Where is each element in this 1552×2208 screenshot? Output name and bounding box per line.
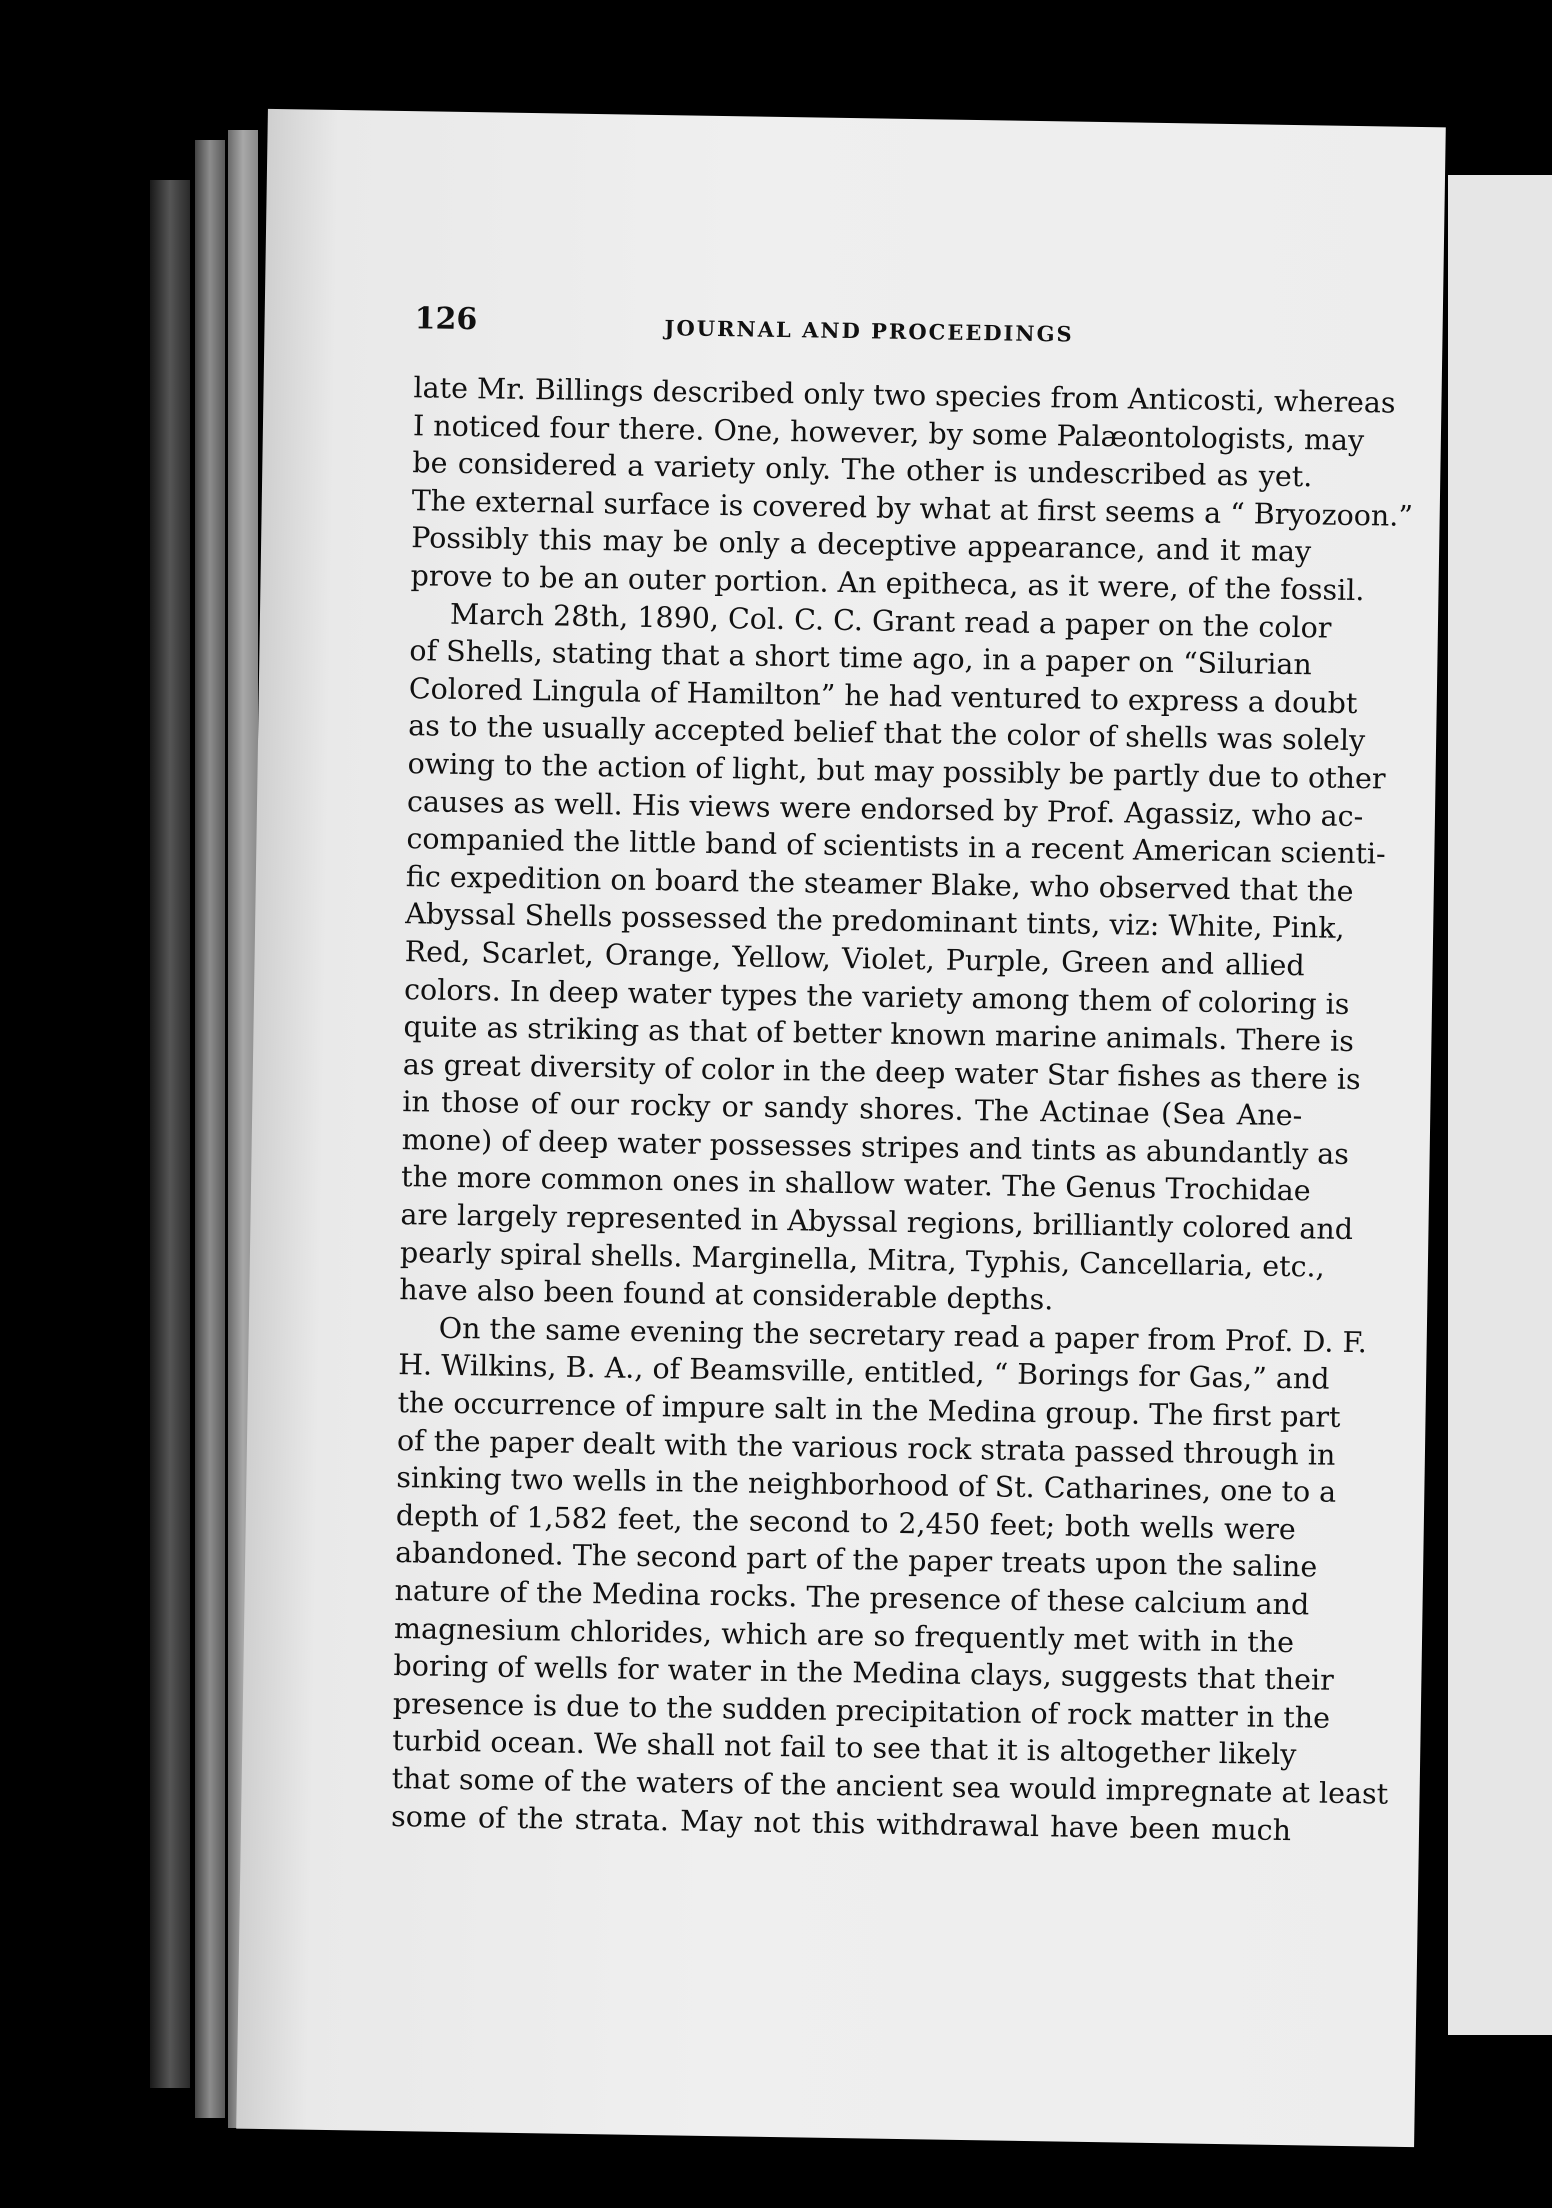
page-content: [390, 301, 1414, 1849]
text-line: fic expedition on board the steamer Blake, who observed that the: [405, 859, 1354, 908]
text-line: colors. In deep water types the variety among them of coloring is: [403, 972, 1350, 1021]
journal-title: JOURNAL AND PROCEEDINGS: [664, 315, 1074, 347]
book-page: [236, 109, 1446, 2147]
text-line: the more common ones in shallow water. The Genus Trochidae: [400, 1160, 1311, 1208]
text-line: magnesium chlorides, which are so frequently met with in the: [393, 1611, 1295, 1659]
text-line: prove to be an outer portion. An epitheca, as it were, of the fossil.: [410, 559, 1365, 608]
text-line: companied the little band of scientists in a recent American scienti-: [406, 822, 1386, 871]
text-line: be considered a variety only. The other is undescribed as yet.: [412, 446, 1313, 494]
text-line: of Shells, stating that a short time ago, in a paper on “Silurian: [409, 634, 1312, 682]
text-line: I noticed four there. One, however, by some Palæontologists, may: [412, 408, 1365, 457]
running-head: [414, 301, 1315, 375]
text-line: of the paper dealt with the various rock strata passed through in: [396, 1423, 1336, 1472]
page-number: 126: [414, 301, 478, 338]
text-line: turbid ocean. We shall not fail to see that it is altogether likely: [392, 1724, 1297, 1772]
text-line: quite as striking as that of better known marine animals. There is: [403, 1010, 1355, 1059]
text-line: nature of the Medina rocks. The presence of these calcium and: [394, 1574, 1310, 1622]
page-edge-stack: [150, 180, 190, 2088]
body-text: [390, 369, 1414, 1849]
text-line: depth of 1,582 feet, the second to 2,450 feet; both wells were: [395, 1498, 1297, 1547]
text-line: Red, Scarlet, Orange, Yellow, Violet, Purple, Green and allied: [404, 935, 1305, 983]
text-line: causes as well. His views were endorsed by Prof. Agassiz, who ac-: [406, 784, 1364, 833]
page-edge-stack: [195, 140, 225, 2118]
text-line: boring of wells for water in the Medina clays, suggests that their: [393, 1649, 1334, 1697]
text-line: sinking two wells in the neighborhood of St. Catharines, one to a: [396, 1461, 1337, 1510]
text-line: as great diversity of color in the deep water Star fishes as there is: [402, 1047, 1361, 1096]
text-line: have also been found at considerable depths.: [399, 1273, 1054, 1317]
text-line: The external surface is covered by what at first seems a “ Bryozoon.”: [411, 483, 1414, 533]
text-line: presence is due to the sudden precipitation of rock matter in the: [392, 1686, 1331, 1735]
text-line: as to the usually accepted belief that the color of shells was solely: [408, 709, 1366, 758]
text-line: Colored Lingula of Hamilton” he had ventured to express a doubt: [408, 671, 1358, 720]
text-line: Possibly this may be only a deceptive appearance, and it may: [410, 521, 1312, 569]
text-line: H. Wilkins, B. A., of Beamsville, entitled, “ Borings for Gas,” and: [397, 1348, 1330, 1397]
text-line: March 28th, 1890, Col. C. C. Grant read a paper on the color: [449, 597, 1332, 645]
text-line: some of the strata. May not this withdrawal have been much: [390, 1799, 1292, 1847]
text-line: that some of the waters of the ancient sea would impregnate at least: [391, 1761, 1389, 1811]
text-line: owing to the action of light, but may possibly be partly due to other: [407, 747, 1386, 796]
text-line: Abyssal Shells possessed the predominant tints, viz: White, Pink,: [405, 897, 1345, 946]
text-line: the occurrence of impure salt in the Medina group. The first part: [397, 1386, 1341, 1434]
text-line: late Mr. Billings described only two species from Anticosti, whereas: [413, 371, 1396, 420]
facing-page-edge: [1448, 175, 1552, 2035]
text-line: mone) of deep water possesses stripes and tints as abundantly as: [401, 1122, 1350, 1171]
text-line: pearly spiral shells. Marginella, Mitra, Typhis, Cancellaria, etc.,: [399, 1235, 1325, 1284]
text-line: are largely represented in Abyssal regions, brilliantly colored and: [400, 1198, 1354, 1247]
text-line: abandoned. The second part of the paper treats upon the saline: [395, 1536, 1318, 1584]
text-line: in those of our rocky or sandy shores. The Actinae (Sea Ane-: [402, 1085, 1303, 1133]
text-line: On the same evening the secretary read a paper from Prof. D. F.: [438, 1311, 1368, 1360]
